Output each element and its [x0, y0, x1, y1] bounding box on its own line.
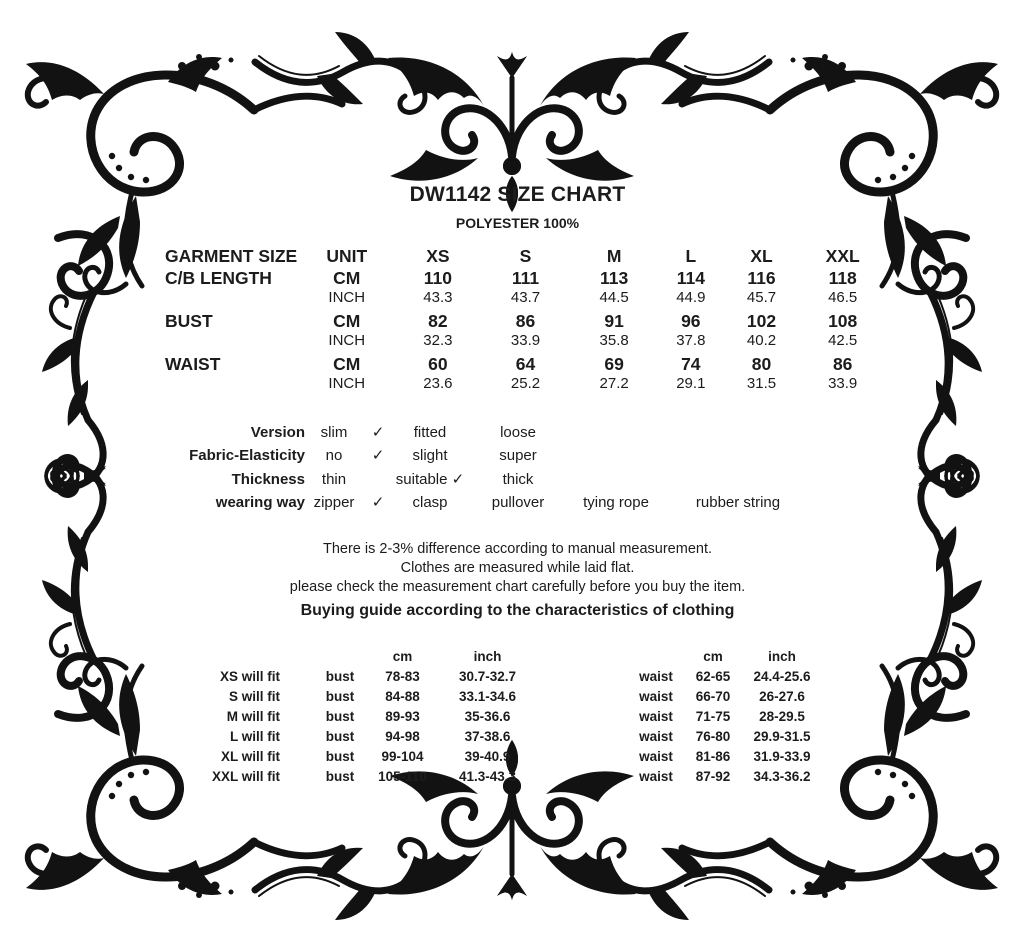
value-m: 69 — [604, 353, 624, 374]
value-m: 27.2 — [599, 375, 629, 392]
note-line: There is 2-3% difference according to manual measurement. — [322, 540, 712, 557]
check-mark-icon: ✓ — [371, 447, 385, 464]
header-size-xxl: XXL — [825, 246, 860, 266]
measurement-label: C/B LENGTH — [165, 267, 272, 288]
guide-size-label: XL will fit — [220, 748, 280, 764]
guide-waist-inch: 29.9-31.5 — [753, 728, 811, 744]
page-title: DW1142 SIZE CHART — [409, 183, 626, 206]
value-xs: 23.6 — [423, 375, 453, 392]
guide-bust-label: bust — [325, 708, 355, 724]
check-mark-icon: ✓ — [371, 423, 385, 441]
value-xxl: 118 — [828, 267, 857, 288]
unit-label: CM — [333, 267, 361, 288]
value-xl: 80 — [751, 353, 772, 374]
attribute-option-2: suitable ✓ — [395, 470, 465, 488]
header-size-l: L — [685, 246, 697, 266]
attribute-option-3: thick — [502, 470, 534, 488]
measurement-label: WAIST — [165, 353, 221, 374]
guide-waist-label: waist — [639, 768, 673, 784]
attribute-row — [150, 493, 885, 517]
attribute-label: Thickness — [231, 470, 305, 488]
attribute-option-1: slim — [320, 423, 348, 441]
value-l: 29.1 — [676, 375, 706, 392]
size-chart-row — [150, 375, 885, 397]
guide-waist-label: waist — [639, 668, 673, 684]
value-m: 35.8 — [599, 332, 629, 349]
guide-waist-cm: 76-80 — [695, 728, 731, 744]
attribute-option-1: thin — [321, 470, 347, 488]
buying-guide-row — [150, 769, 885, 789]
value-m: 91 — [604, 310, 624, 331]
guide-bust-label: bust — [325, 728, 355, 744]
value-s: 64 — [515, 353, 536, 374]
attribute-option-4: tying rope — [583, 494, 649, 511]
header-garment-size: GARMENT SIZE — [165, 246, 298, 266]
value-xs: 82 — [428, 310, 448, 331]
buying-guide-heading: Buying guide according to the characteristics of clothing — [300, 601, 735, 619]
header-size-s: S — [519, 246, 532, 266]
buying-guide-table — [150, 649, 885, 789]
guide-bust-inch: 33.1-34.6 — [458, 688, 517, 704]
attribute-label: Fabric-Elasticity — [189, 447, 305, 464]
attribute-row — [150, 470, 885, 494]
guide-waist-inch: 26-27.6 — [759, 688, 805, 704]
note-line: please check the measurement chart carefully before you buy the item. — [289, 578, 746, 595]
unit-label: INCH — [328, 332, 366, 349]
guide-waist-cm: 66-70 — [695, 688, 731, 704]
attribute-option-1: no — [325, 447, 343, 464]
guide-header-inch-right: inch — [768, 648, 796, 664]
attributes-section — [150, 423, 885, 517]
value-xs: 60 — [428, 353, 448, 374]
guide-waist-label: waist — [639, 728, 673, 744]
attribute-option-5: rubber string — [695, 494, 781, 511]
size-chart-table — [150, 246, 885, 397]
measurement-label: BUST — [165, 310, 213, 331]
fabric-subtitle: POLYESTER 100% — [455, 215, 580, 231]
header-size-m: M — [606, 246, 622, 266]
guide-waist-cm: 81-86 — [695, 748, 731, 764]
guide-waist-cm: 87-92 — [695, 768, 731, 784]
value-l: 37.8 — [676, 332, 706, 349]
guide-bust-cm: 89-93 — [385, 708, 420, 724]
size-chart-row — [150, 311, 885, 333]
guide-bust-label: bust — [325, 748, 355, 764]
guide-waist-label: waist — [639, 748, 673, 764]
guide-waist-label: waist — [639, 688, 673, 704]
guide-size-label: M will fit — [226, 708, 280, 724]
value-xxl: 108 — [828, 310, 858, 331]
value-l: 44.9 — [676, 289, 706, 306]
header-size-xl: XL — [750, 246, 773, 266]
attribute-row — [150, 446, 885, 470]
value-xs: 43.3 — [423, 289, 453, 306]
value-xl: 40.2 — [746, 332, 777, 349]
guide-bust-cm: 105-110 — [378, 768, 427, 784]
unit-label: INCH — [328, 289, 366, 306]
guide-waist-inch: 24.4-25.6 — [753, 668, 811, 684]
size-chart-row — [150, 354, 885, 376]
size-chart-document — [150, 183, 885, 789]
guide-bust-label: bust — [325, 768, 355, 784]
attribute-option-3: pullover — [491, 494, 545, 511]
guide-waist-cm: 62-65 — [695, 668, 731, 684]
guide-bust-inch: 39-40.9 — [464, 748, 511, 764]
value-xl: 45.7 — [746, 289, 777, 306]
attribute-label: Version — [250, 423, 305, 441]
guide-waist-inch: 31.9-33.9 — [753, 748, 811, 764]
guide-bust-label: bust — [325, 688, 355, 704]
size-chart-row — [150, 332, 885, 354]
header-unit: UNIT — [326, 246, 368, 266]
value-s: 33.9 — [510, 332, 541, 349]
value-xl: 31.5 — [746, 375, 777, 392]
value-s: 25.2 — [510, 375, 541, 392]
value-xs: 32.3 — [423, 332, 453, 349]
buying-guide-header-row — [150, 649, 885, 669]
measurement-notes — [150, 540, 885, 597]
header-size-xs: XS — [426, 246, 450, 266]
attribute-option-2: slight — [412, 447, 448, 464]
value-s: 86 — [515, 310, 536, 331]
attribute-option-2: clasp — [412, 494, 448, 511]
value-s: 111 — [511, 267, 540, 288]
note-line: Clothes are measured while laid flat. — [400, 559, 635, 576]
value-xxl: 33.9 — [828, 375, 858, 392]
value-xxl: 46.5 — [828, 289, 858, 306]
size-chart-header-row — [150, 246, 885, 268]
unit-label: INCH — [328, 375, 366, 392]
value-s: 43.7 — [510, 289, 541, 306]
buying-guide-row — [150, 669, 885, 689]
guide-size-label: XXL will fit — [211, 768, 280, 784]
guide-size-label: XS will fit — [219, 668, 280, 684]
attribute-option-1: zipper — [313, 494, 355, 511]
guide-bust-inch: 37-38.6 — [464, 728, 511, 744]
attribute-option-3: loose — [500, 423, 536, 441]
value-xl: 102 — [746, 310, 777, 331]
guide-size-label: L will fit — [230, 728, 280, 744]
attribute-option-3: super — [499, 447, 537, 464]
guide-size-label: S will fit — [228, 688, 280, 704]
guide-waist-label: waist — [639, 708, 673, 724]
guide-bust-cm: 78-83 — [385, 668, 420, 684]
buying-guide-row — [150, 749, 885, 769]
value-m: 44.5 — [599, 289, 629, 306]
value-m: 113 — [600, 267, 629, 288]
guide-bust-label: bust — [325, 668, 355, 684]
guide-bust-inch: 41.3-43.3 — [458, 768, 517, 784]
guide-bust-inch: 35-36.6 — [464, 708, 511, 724]
guide-header-inch-left: inch — [473, 648, 502, 664]
check-mark-icon: ✓ — [371, 494, 385, 511]
value-l: 96 — [681, 310, 701, 331]
value-xxl: 42.5 — [828, 332, 858, 349]
guide-bust-cm: 94-98 — [385, 728, 420, 744]
value-xxl: 86 — [832, 353, 853, 374]
attribute-label: wearing way — [215, 494, 305, 511]
value-l: 114 — [676, 267, 705, 288]
attribute-option-2: fitted — [413, 423, 447, 441]
guide-waist-inch: 28-29.5 — [759, 708, 805, 724]
guide-bust-cm: 99-104 — [381, 748, 424, 764]
guide-waist-cm: 71-75 — [695, 708, 731, 724]
unit-label: CM — [333, 353, 361, 374]
size-chart-row — [150, 268, 885, 290]
value-l: 74 — [681, 353, 701, 374]
guide-bust-cm: 84-88 — [385, 688, 420, 704]
buying-guide-row — [150, 689, 885, 709]
buying-guide-row — [150, 729, 885, 749]
guide-bust-inch: 30.7-32.7 — [458, 668, 517, 684]
value-xs: 110 — [423, 267, 452, 288]
guide-waist-inch: 34.3-36.2 — [753, 768, 811, 784]
attribute-row — [150, 423, 885, 447]
unit-label: CM — [333, 310, 361, 331]
value-xl: 116 — [747, 267, 776, 288]
guide-header-cm-right: cm — [703, 648, 723, 664]
size-chart-row — [150, 289, 885, 311]
buying-guide-row — [150, 709, 885, 729]
guide-header-cm-left: cm — [392, 648, 413, 664]
